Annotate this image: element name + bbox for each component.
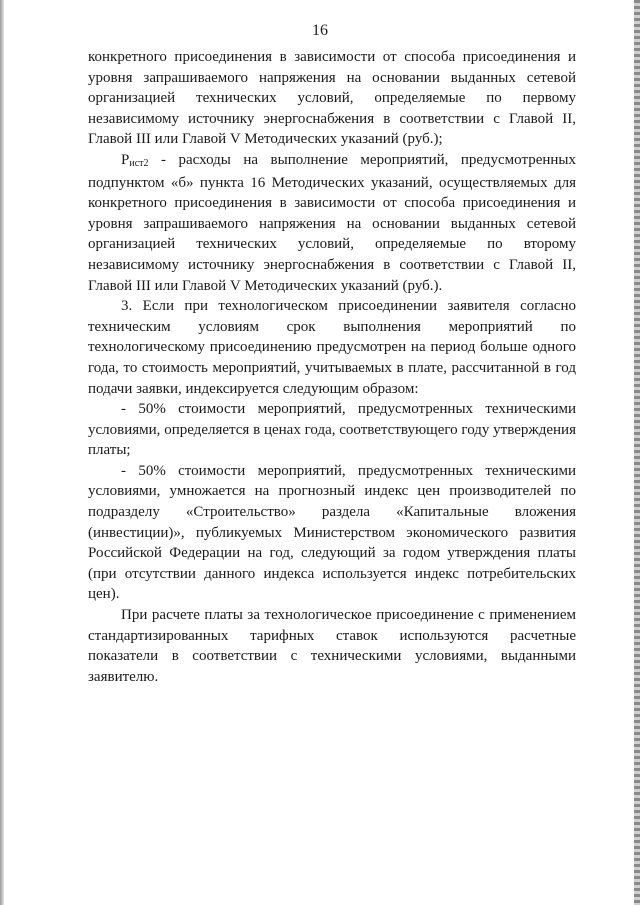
paragraph-pist2-text: - расходы на выполнение мероприятий, предусмотренных подпунктом «б» пункта 16 Методических указаний, осуществляемых для конкретного присоединения в зависимости от способа присоединения и уровня запрашиваемого напряжения на основании выданных сетевой организацией технических условий, определяемые по второму независимому источнику энергоснабжения в соответствии с Главой II, Главой III или Главой V Методических указаний (руб.). bbox=[88, 151, 576, 294]
page-number: 16 bbox=[312, 22, 328, 39]
paragraph-pist2 bbox=[88, 150, 576, 296]
paragraph-bullet-2: - 50% стоимости мероприятий, предусмотренных техническими условиями, умножается на прогнозный индекс цен производителей по подразделу «Строительство» раздела «Капитальные вложения (инвестиции)», публикуемых Министерством экономического развития Российской Федерации на год, следующий за годом утверждения платы (при отсутствии данного индекса используется индекс потребительских цен). bbox=[88, 462, 576, 603]
formula-subscript: ист2 bbox=[129, 157, 149, 169]
formula-symbol: P bbox=[121, 151, 130, 168]
paragraph-bullet-1: - 50% стоимости мероприятий, предусмотренных техническими условиями, определяется в ценах года, соответствующего году утверждения платы; bbox=[88, 401, 576, 459]
paragraph-continuation: конкретного присоединения в зависимости от способа присоединения и уровня запрашиваемого напряжения на основании выданных сетевой организацией технических условий, определяемые по первому независимому источнику энергоснабжения в соответствии с Главой II, Главой III или Главой V Методических указаний (руб.); bbox=[88, 49, 576, 148]
scan-edge-left bbox=[0, 0, 4, 905]
paragraph-item-3: 3. Если при технологическом присоединении заявителя согласно техническим условиям срок выполнения мероприятий по технологическому присоединению предусмотрен на период больше одного года, то стоимость мероприятий, учитываемых в плате, рассчитанной в год подачи заявки, индексируется следующим образом: bbox=[88, 298, 576, 397]
paragraph-final: При расчете платы за технологическое присоединение с применением стандартизированных тарифных ставок используются расчетные показатели в соответствии с техническими условиями, выданными заявителю. bbox=[88, 607, 576, 685]
scan-edge-right bbox=[634, 0, 640, 905]
document-body bbox=[88, 47, 576, 687]
